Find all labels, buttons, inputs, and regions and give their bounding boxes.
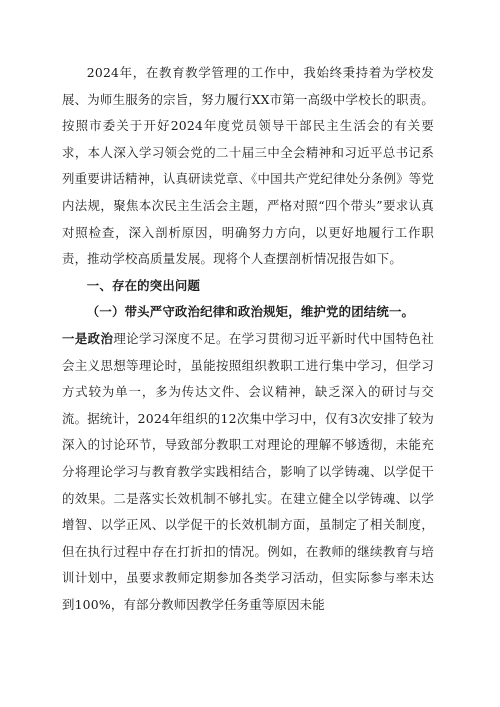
- intro-paragraph: 2024年，在教育教学管理的工作中，我始终秉持着为学校发展、为师生服务的宗旨，努力履行XX市第一高级中学校长的职责。按照市委关于开好2024年度党员领导干部民主生活会的有关要求，本人深入学习领会党的二十届三中全会精神和习近平总书记系列重要讲话精神，认真研读党章、《中国共产党纪律处分条例》等党内法规，聚焦本次民主生活会主题，严格对照“四个带头”要求认真对照检查，深入剖析原因，明确努力方向，以更好地履行工作职责，推动学校高质量发展。现将个人查摆剖析情况报告如下。: [62, 65, 434, 267]
- problem-paragraph: [62, 326, 434, 619]
- problem-body-text: 理论学习深度不足。在学习贯彻习近平新时代中国特色社会主义思想等理论时，虽能按照组织教职工进行集中学习，但学习方式较为单一，多为传达文件、会议精神，缺乏深入的研讨与交流。据统计，2024年组织的12次集中学习中，仅有3次安排了较为深入的讨论环节，导致部分教职工对理论的理解不够透彻，未能充分将理论学习与教育教学实践相结合，影响了以学铸魂、以学促干的效果。二是落实长效机制不够扎实。在建立健全以学铸魂、以学增智、以学正风、以学促干的长效机制方面，虽制定了相关制度，但在执行过程中存在打折扣的情况。例如，在教师的继续教育与培训计划中，虽要求教师定期参加各类学习活动，但实际参与率未达到100%，有部分教师因教学任务重等原因未能: [62, 330, 434, 612]
- subsection-heading: （一）带头严守政治纪律和政治规矩，维护党的团结统一。: [86, 304, 415, 320]
- section-heading: 一、存在的突出问题: [86, 277, 201, 293]
- document-body: [62, 60, 434, 618]
- lead-bold-text: 一是政治: [62, 330, 114, 346]
